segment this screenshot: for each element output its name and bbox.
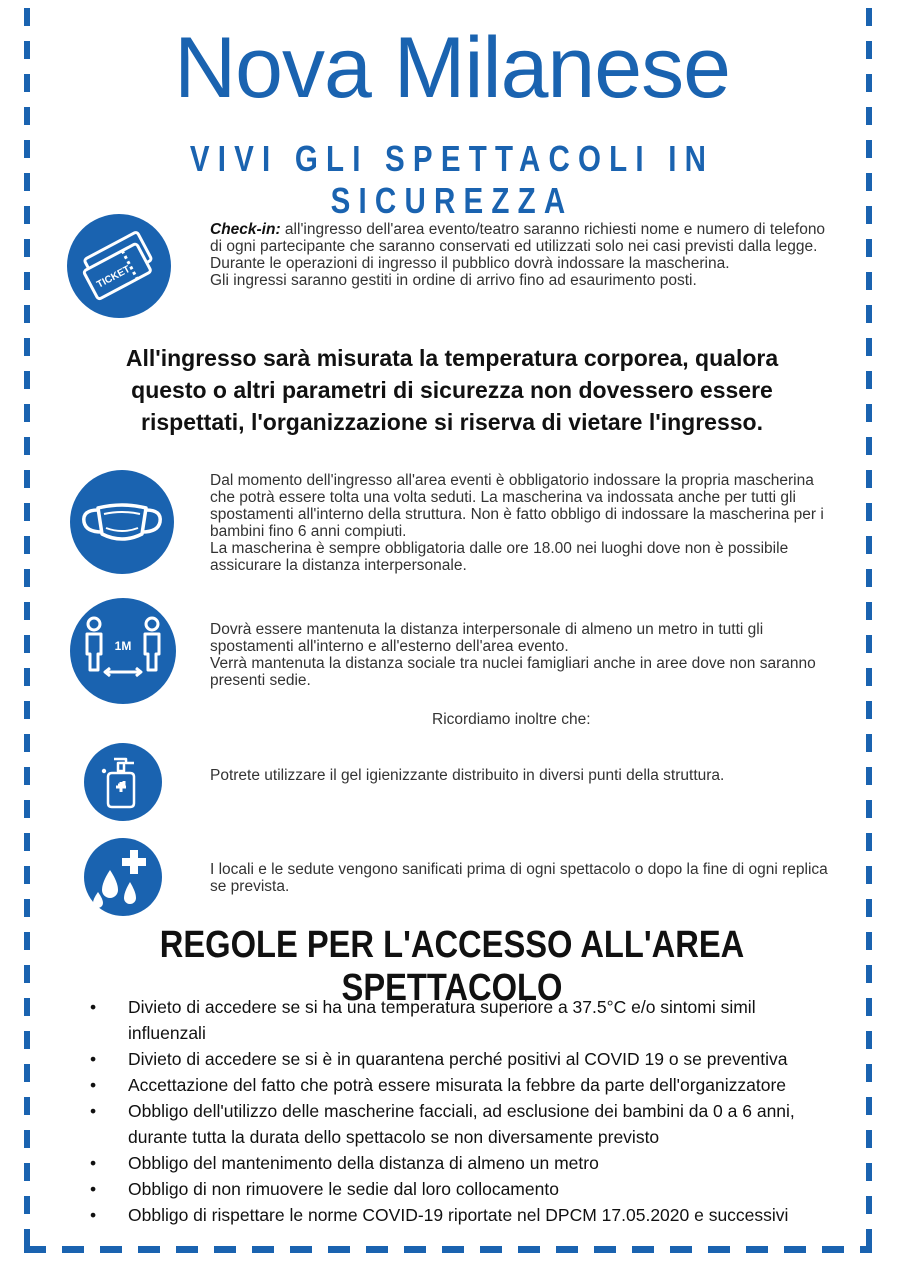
mask-paragraph-2: La mascherina è sempre obbligatoria dalle ore 18.00 nei luoghi dove non è possibile assicurare la distanza interpersonale. bbox=[210, 540, 789, 574]
svg-text:TICKET: TICKET bbox=[95, 263, 133, 291]
distance-paragraph-1: Dovrà essere mantenuta la distanza interpersonale di almeno un metro in tutti gli spostamenti all'interno e all'esterno dell'area evento. bbox=[210, 621, 764, 655]
rule-item: • Accettazione del fatto che potrà essere misurata la febbre da parte dell'organizzatore bbox=[90, 1072, 810, 1098]
bullet: • bbox=[90, 1075, 97, 1095]
bullet: • bbox=[90, 1049, 97, 1069]
mask-text bbox=[210, 472, 840, 574]
rule-item: • Obbligo del mantenimento della distanza di almeno un metro bbox=[90, 1150, 810, 1176]
temperature-warning: All'ingresso sarà misurata la temperatura corporea, qualora questo o altri parametri di sicurezza non dovessero essere rispettati, l'organizzazione si riserva di vietare l'ingresso. bbox=[125, 345, 779, 435]
checkin-line3: Gli ingressi saranno gestiti in ordine di arrivo fino ad esaurimento posti. bbox=[210, 272, 697, 289]
rule-item: • Divieto di accedere se si ha una temperatura superiore a 37.5°C e/o sintomi simil influenzali bbox=[90, 994, 810, 1046]
face-mask-icon bbox=[70, 470, 174, 574]
bullet: • bbox=[90, 1205, 97, 1225]
checkin-line2: Durante le operazioni di ingresso il pubblico dovrà indossare la mascherina. bbox=[210, 255, 730, 272]
ticket-icon bbox=[67, 214, 171, 318]
svg-text:1M: 1M bbox=[114, 639, 132, 653]
rule-item: • Obbligo dell'utilizzo delle mascherine facciali, ad esclusione dei bambini da 0 a 6 anni, durante tutta la durata dello spettacolo se non diversamente previsto bbox=[90, 1098, 810, 1150]
dashed-border-left bbox=[24, 8, 30, 1260]
distance-paragraph-2: Verrà mantenuta la distanza sociale tra nuclei famigliari anche in aree dove non saranno presenti sedie. bbox=[210, 655, 816, 689]
mask-paragraph-1: Dal momento dell'ingresso all'area eventi è obbligatorio indossare la propria mascherina che potrà essere tolta una volta seduti. La mascherina va indossata anche per tutti gli spostamenti all'interno della struttura. Non è fatto obbligo di indossare la mascherina per i bambini fino 6 anni compiuti. bbox=[210, 472, 824, 540]
rule-item: • Obbligo di rispettare le norme COVID-19 riportate nel DPCM 17.05.2020 e successivi bbox=[90, 1202, 810, 1228]
cleaning-text: I locali e le sedute vengono sanificati prima di ogni spettacolo o dopo la fine di ogni replica se prevista. bbox=[210, 861, 828, 895]
rule-item: • Divieto di accedere se si è in quarantena perché positivi al COVID 19 o se preventiva bbox=[90, 1046, 810, 1072]
dashed-border-right bbox=[866, 8, 872, 1260]
checkin-line1: all'ingresso dell'area evento/teatro saranno richiesti nome e numero di telefono di ogni partecipante che saranno conservati ed utilizzati solo nei casi previsti dalla legge. bbox=[210, 221, 826, 255]
page-subtitle: VIVI GLI SPETTACOLI IN SICUREZZA bbox=[189, 138, 715, 221]
reminder-text: Ricordiamo inoltre che: bbox=[432, 711, 591, 728]
bullet: • bbox=[90, 997, 97, 1017]
bullet: • bbox=[90, 1179, 97, 1199]
hand-sanitizer-icon bbox=[84, 743, 162, 821]
sanitizer-text: Potrete utilizzare il gel igienizzante distribuito in diversi punti della struttura. bbox=[210, 767, 725, 784]
checkin-text bbox=[210, 221, 840, 289]
distance-text bbox=[210, 621, 840, 689]
rules-list bbox=[90, 994, 810, 1228]
bullet: • bbox=[90, 1101, 97, 1121]
checkin-lead: Check-in: bbox=[210, 221, 281, 238]
rules-title: REGOLE PER L'ACCESSO ALL'AREA SPETTACOLO bbox=[159, 924, 745, 1009]
disinfection-drops-icon bbox=[84, 838, 162, 916]
bullet: • bbox=[90, 1153, 97, 1173]
page-title: Nova Milanese bbox=[174, 20, 730, 116]
dashed-border-bottom bbox=[24, 1246, 872, 1253]
social-distance-icon bbox=[70, 598, 176, 704]
rule-item: • Obbligo di non rimuovere le sedie dal loro collocamento bbox=[90, 1176, 810, 1202]
